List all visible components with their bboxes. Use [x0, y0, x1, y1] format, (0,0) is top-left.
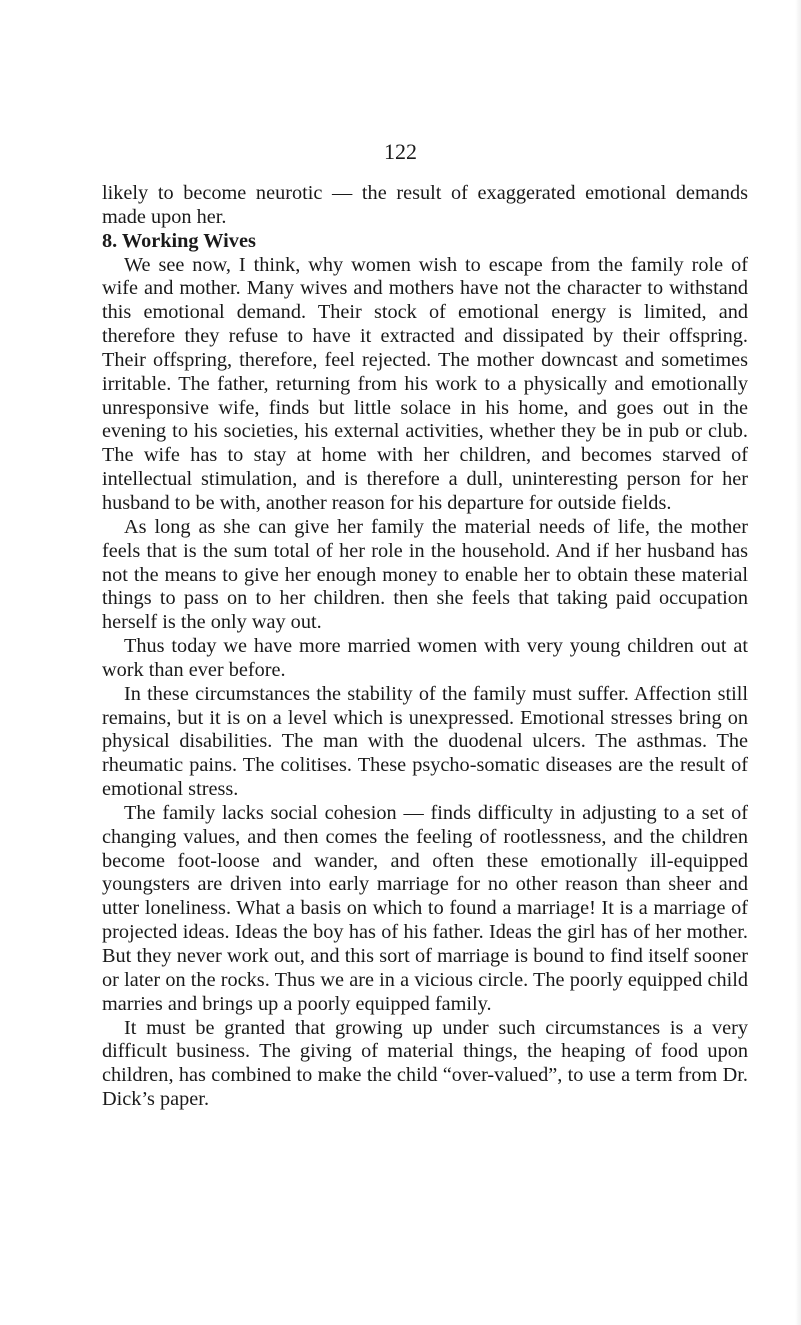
- page-number: 122: [384, 139, 417, 164]
- paragraph-1: We see now, I think, why women wish to escape from the family role of wife and mother. Many wives and mothers have not the character to withstand this emotional demand. Their stock of emotional energy is limited, and therefore they refuse to have it extracted and dissipated by their offspring. Their offspring, therefore, feel rejected. The mother downcast and sometimes irritable. The father, returning from his work to a physically and emotionally unresponsive wife, finds but little solace in his home, and goes out in the evening to his societies, his external activities, whether they be in pub or club. The wife has to stay at home with her children, and becomes starved of intellectual stimulation, and is therefore a dull, uninteresting person for her husband to be with, another reason for his departure for outside fields.: [102, 253, 748, 514]
- body-text: [102, 182, 748, 1112]
- page-edge-shadow: [795, 0, 801, 1325]
- paragraph-5: The family lacks social cohesion — finds difficulty in adjusting to a set of changing values, and then comes the feeling of rootlessness, and the children become foot-loose and wander, and often these emotionally ill-equipped youngsters are driven into early marriage for no other reason than sheer and utter loneliness. What a basis on which to found a marriage! It is a marriage of projected ideas. Ideas the boy has of his father. Ideas the girl has of her mother. But they never work out, and this sort of marriage is bound to find itself sooner or later on the rocks. Thus we are in a vicious circle. The poorly equipped child marries and brings up a poorly equipped family.: [102, 801, 748, 1015]
- paragraph-4: In these circumstances the stability of the family must suffer. Affection still remains, but it is on a level which is unexpressed. Emotional stresses bring on physical disabilities. The man with the duodenal ulcers. The asthmas. The rheumatic pains. The colitises. These psycho-somatic diseases are the result of emotional stress.: [102, 682, 748, 801]
- continuation-paragraph: likely to become neurotic — the result of exaggerated emotional demands made upon her.: [102, 182, 748, 228]
- paragraph-2: As long as she can give her family the material needs of life, the mother feels that is the sum total of her role in the household. And if her husband has not the means to give her enough money to enable her to obtain these material things to pass on to her children. then she feels that taking paid occupation herself is the only way out.: [102, 515, 748, 634]
- paragraph-3: Thus today we have more married women with very young children out at work than ever before.: [102, 635, 748, 681]
- paragraph-6: It must be granted that growing up under such circumstances is a very difficult business. The giving of material things, the heaping of food upon children, has combined to make the child “over-valued”, to use a term from Dr. Dick’s paper.: [102, 1016, 748, 1111]
- section-heading: 8. Working Wives: [102, 229, 256, 252]
